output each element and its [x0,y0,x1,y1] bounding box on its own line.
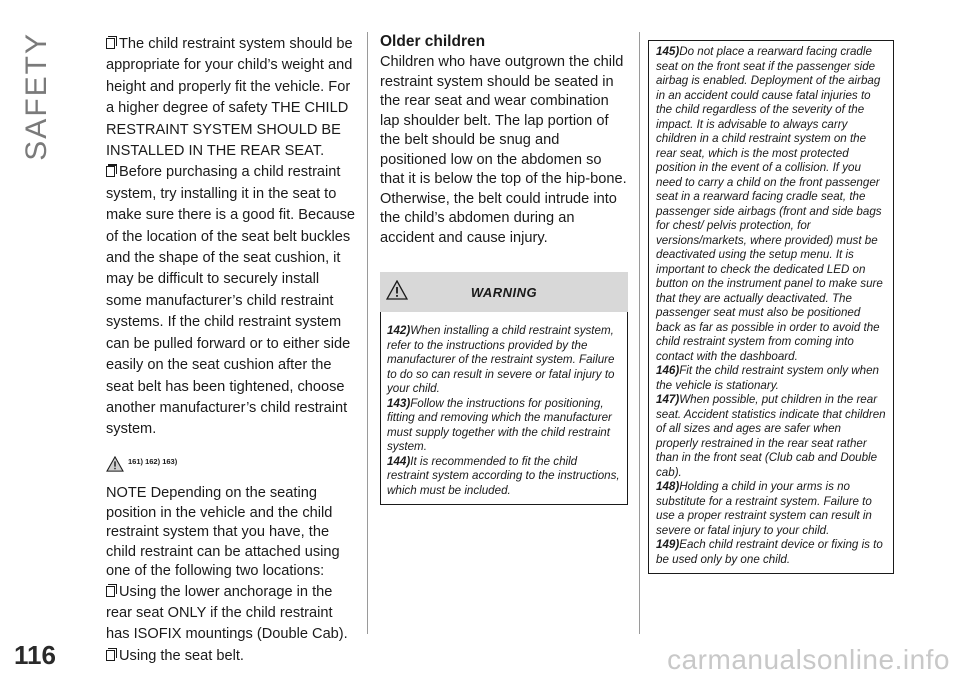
body-paragraph: Children who have outgrown the child restraint system should be seated in the rear seat and wear combination lap shoulder belt. The lap portion of the belt should be snug and positioned low on the abdomen so that it is below the top of the hip-bone. Otherwise, the belt could intrude into the child’s abdomen during an accident and cause injury. [380,54,627,246]
warning-item: 148)Holding a child in your arms is no substitute for a restraint system. Failure to use a proper restraint system can result in severe or fatal injury to your child. [656,480,872,537]
column-divider [639,32,640,634]
column-divider [367,32,368,634]
bullet-icon [106,650,115,661]
left-column [106,34,356,667]
note-paragraph: NOTE Depending on the seating position in the vehicle and the child restraint system that you have, the child restraint can be attached using one of the following two locations: [106,485,340,580]
page-number: 116 [14,640,56,670]
bullet-paragraph: Using the seat belt. [106,646,356,667]
warning-item: 149)Each child restraint device or fixing is to be used only by one child. [656,538,883,566]
watermark: carmanualsonline.info [667,644,950,675]
warning-item: 142)When installing a child restraint system, refer to the instructions provided by the manufacturer of the restraint system. Failure to do so can result in severe or fatal injury to your child. [387,324,615,395]
warning-header [380,272,628,312]
warning-triangle-icon [106,456,124,472]
right-column [648,40,894,574]
section-title: SAFETY [20,32,53,161]
warning-title: WARNING [470,284,538,300]
bullet-paragraph: Before purchasing a child restraint system, try installing it in the seat to make sure there is a good fit. Because of the location of the seat belt buckles and the shape of the seat cushion, it may be difficult to securely install some manufacturer’s child restraint systems. If the child restraint system can be pulled forward or to either side easily on the seat cushion after the seat belt has been tightened, choose another manufacturer’s child restraint system. [106,164,356,438]
warning-triangle-icon [386,280,408,300]
bullet-paragraph: The child restraint system should be appropriate for your child’s weight and height and properly fit the vehicle. For a higher degree of safety THE CHILD RESTRAINT SYSTEM SHOULD BE INSTALLED IN THE REAR SEAT. [106,36,353,160]
bullet-icon [106,586,115,597]
warning-box [648,40,894,574]
warning-references: 161) 162) 163) [106,451,356,472]
bullet-paragraph: Using the lower anchorage in the rear seat ONLY if the child restraint has ISOFIX mountings (Double Cab). [106,583,348,643]
warning-item: 144)It is recommended to fit the child restraint system according to the instructions, which must be included. [387,454,620,497]
bullet-icon [106,166,115,177]
warning-item: 143)Follow the instructions for positioning, fitting and removing which the manufacturer must supply together with the child restraint system. [387,396,612,453]
warning-item: 145)Do not place a rearward facing cradle seat on the front seat if the passenger side airbag is enabled. Deployment of the airbag in an accident could cause fatal injuries to the child regardless of the severity of the impact. It is advisable to always carry children in a child restraint system on the rear seat, which is the most protected position in the event of a collision. If you need to carry a child on the front passenger seat in a rearward facing cradle seat, the passenger side airbags (front and side bags for chest/ pelvis protection, for versions/markets, where provided) must be deactivated using the setup menu. It is important to check the dedicated LED on button on the instrument panel to make sure that they are actually deactivated. The passenger seat must also be positioned back as far as possible in order to avoid the child restraint system from coming into contact with the dashboard. [656,45,883,363]
section-heading: Older children [380,33,486,50]
warning-item: 147)When possible, put children in the rear seat. Accident statistics indicate that children of all sizes and ages are safer when properly restrained in the rear seat rather than in the front seat (Club cab and Double cab). [656,393,886,479]
middle-column [380,33,628,505]
bullet-icon [106,38,115,49]
warning-box [380,312,628,505]
warning-item: 146)Fit the child restraint system only when the vehicle is stationary. [656,364,879,392]
